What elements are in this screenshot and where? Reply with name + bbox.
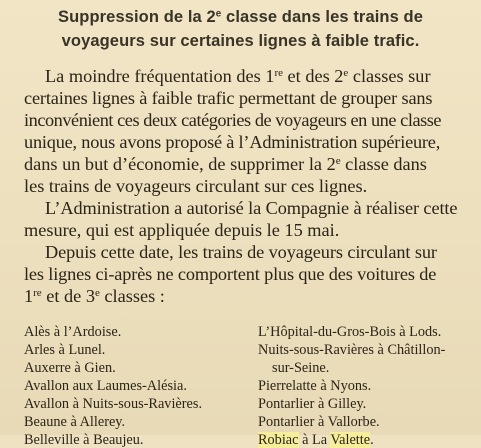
p1-l1-sup-1: re [274,66,283,79]
paragraph-3-line-2: les lignes ci-après ne comportent plus que des voitures de [24,264,437,284]
list-item: Auxerre à Gien. [24,360,116,376]
p1-l5-group [24,154,427,174]
list-item-highlighted [258,432,374,448]
list-item: Alès à l’Ardoise. [24,324,122,340]
list-item: Pontarlier à Vallorbe. [258,414,380,430]
list-item-continuation: sur-Seine. [272,360,330,376]
list-item: Avallon à Nuits-sous-Ravières. [24,396,203,412]
title-superscript: e [215,8,222,20]
paragraph-1-line-5 [24,154,471,174]
list-text: à La [298,432,331,448]
p1-l1-sup-2: e [343,66,349,79]
p1-l5-sup: e [335,154,341,167]
highlight-robiac: Robiac [258,432,299,448]
list-item: L’Hôpital-du-Gros-Bois à Lods. [258,324,442,340]
paragraph-1-line-6: les trains de voyageurs circulant sur ces lignes. [24,176,368,196]
highlight-valette: Valette [330,432,371,448]
list-item: Pierrelatte à Nyons. [258,378,372,394]
list-item: Pontarlier à Gilley. [258,396,367,412]
list-text-end: . [370,432,374,448]
paragraph-2-line-1: L’Administration a autorisé la Compagnie à réaliser cette [45,198,458,218]
p3-l3-text-b: et de 3 [41,286,95,306]
p3-l3-text-c: classes : [99,286,165,306]
title-text-end: classe dans les trains de [221,8,423,26]
paragraph-1-line-3: inconvénient ces deux catégories de voyageurs en une classe [24,110,442,130]
p1-l1-part-a [45,66,431,86]
p1-l5-text-b: classe dans [340,154,427,174]
title-text: Suppression de la 2 [58,8,216,26]
p1-l1-text-c: classes sur [348,66,431,86]
article-title-line-2: voyageurs sur certaines lignes à faible trafic. [61,32,420,50]
p1-l1-text-b: et des 2 [282,66,344,86]
p1-l1-text: La moindre fréquentation des 1 [45,66,275,86]
paragraph-2-line-2: mesure, qui est appliquée depuis le 15 mai. [24,220,340,240]
p3-l3-text: 1 [24,286,34,306]
list-item: Nuits-sous-Ravières à Châtillon- [258,342,446,358]
list-item: Belleville à Beaujeu. [24,432,144,448]
list-item: Arles à Lunel. [24,342,106,358]
paragraph-1-line-4: unique, nous avons proposé à l’Administration supérieure, [24,132,441,152]
list-item: Avallon aux Laumes-Alésia. [24,378,187,394]
paragraph-1-line-2: certaines lignes à faible trafic permettant de grouper sans [24,88,433,108]
paragraph-3-line-3 [24,286,165,306]
p3-l3-sup-1: re [33,286,42,299]
paragraph-1-line-1 [45,66,471,86]
p3-l3-sup-2: e [94,286,100,299]
paragraph-3-line-1: Depuis cette date, les trains de voyageurs circulant sur [45,242,437,262]
article-title-line-1 [0,8,481,27]
list-item: Beaune à Allerey. [24,414,126,430]
p1-l5-text: dans un but d’économie, de supprimer la 2 [24,154,336,174]
